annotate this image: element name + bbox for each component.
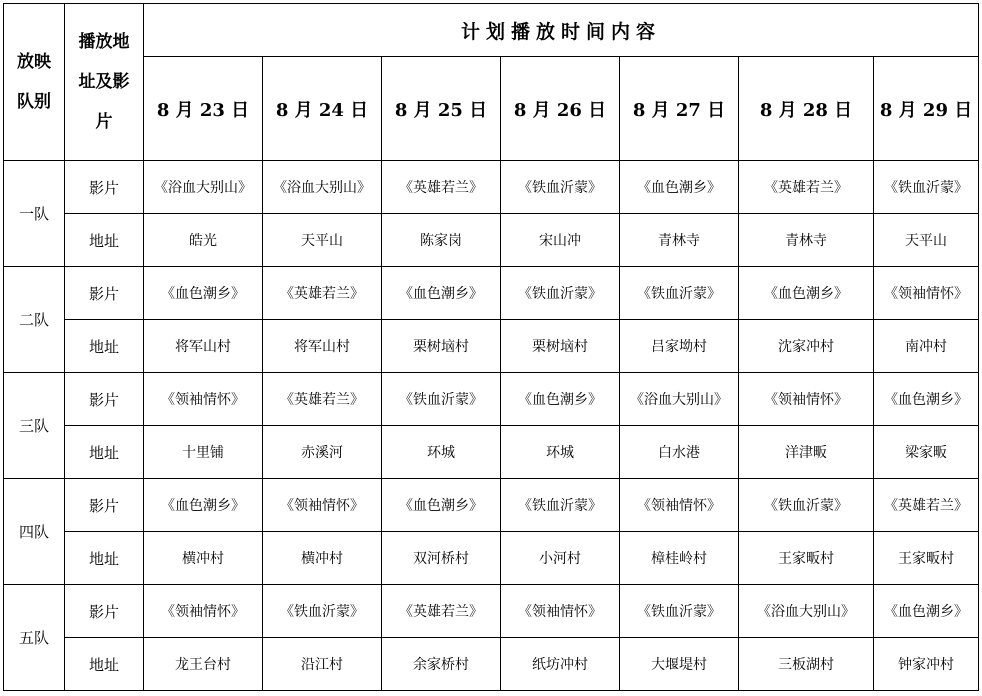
team-address-row: [4, 320, 979, 373]
film-cell: 《血色潮乡》: [620, 161, 739, 214]
address-cell: 栗树垴村: [501, 320, 620, 373]
film-cell: 《英雄若兰》: [263, 373, 382, 426]
date-header: 8 月 25 日: [382, 57, 501, 161]
film-cell: 《英雄若兰》: [739, 161, 874, 214]
film-cell: 《领袖情怀》: [874, 267, 979, 320]
address-cell: 王家畈村: [739, 532, 874, 585]
film-cell: 《英雄若兰》: [263, 267, 382, 320]
address-cell: 天平山: [874, 214, 979, 267]
address-cell: 三板湖村: [739, 638, 874, 691]
film-cell: 《铁血沂蒙》: [620, 585, 739, 638]
address-label: 地址: [65, 638, 144, 691]
address-cell: 青林寺: [620, 214, 739, 267]
team-film-row: [4, 161, 979, 214]
film-cell: 《领袖情怀》: [501, 585, 620, 638]
date-header: 8 月 23 日: [144, 57, 263, 161]
team-name: 一队: [4, 161, 65, 267]
address-cell: 余家桥村: [382, 638, 501, 691]
team-film-row: [4, 479, 979, 532]
address-cell: 皓光: [144, 214, 263, 267]
film-cell: 《铁血沂蒙》: [620, 267, 739, 320]
film-cell: 《领袖情怀》: [620, 479, 739, 532]
address-cell: 梁家畈: [874, 426, 979, 479]
address-cell: 沈家冲村: [739, 320, 874, 373]
team-film-row: [4, 373, 979, 426]
address-cell: 宋山冲: [501, 214, 620, 267]
address-cell: 沿江村: [263, 638, 382, 691]
film-cell: 《铁血沂蒙》: [501, 161, 620, 214]
date-header: 8 月 29 日: [874, 57, 979, 161]
film-cell: 《血色潮乡》: [874, 373, 979, 426]
team-address-row: [4, 532, 979, 585]
team-column-header-text: 放映队别: [17, 52, 51, 112]
address-label: 地址: [65, 214, 144, 267]
address-cell: 白水港: [620, 426, 739, 479]
film-cell: 《浴血大别山》: [263, 161, 382, 214]
film-cell: 《血色潮乡》: [144, 479, 263, 532]
film-cell: 《浴血大别山》: [144, 161, 263, 214]
film-cell: 《血色潮乡》: [501, 373, 620, 426]
team-name: 五队: [4, 585, 65, 691]
address-cell: 横冲村: [263, 532, 382, 585]
film-label: 影片: [65, 373, 144, 426]
address-cell: 天平山: [263, 214, 382, 267]
film-cell: 《铁血沂蒙》: [501, 267, 620, 320]
team-address-row: [4, 214, 979, 267]
film-cell: 《英雄若兰》: [874, 479, 979, 532]
film-label: 影片: [65, 585, 144, 638]
film-cell: 《血色潮乡》: [382, 267, 501, 320]
address-cell: 樟桂岭村: [620, 532, 739, 585]
team-address-row: [4, 638, 979, 691]
team-film-row: [4, 267, 979, 320]
address-cell: 南冲村: [874, 320, 979, 373]
team-name: 三队: [4, 373, 65, 479]
address-cell: 将军山村: [144, 320, 263, 373]
address-cell: 吕家坳村: [620, 320, 739, 373]
address-cell: 环城: [501, 426, 620, 479]
film-cell: 《铁血沂蒙》: [739, 479, 874, 532]
address-cell: 栗树垴村: [382, 320, 501, 373]
film-cell: 《血色潮乡》: [739, 267, 874, 320]
film-cell: 《英雄若兰》: [382, 585, 501, 638]
address-cell: 洋津畈: [739, 426, 874, 479]
site-column-header-text: 播放地址及影片: [78, 32, 130, 132]
address-label: 地址: [65, 532, 144, 585]
address-cell: 十里铺: [144, 426, 263, 479]
address-cell: 赤溪河: [263, 426, 382, 479]
film-cell: 《领袖情怀》: [739, 373, 874, 426]
address-cell: 小河村: [501, 532, 620, 585]
address-cell: 青林寺: [739, 214, 874, 267]
film-cell: 《血色潮乡》: [382, 479, 501, 532]
address-cell: 双河桥村: [382, 532, 501, 585]
team-name: 四队: [4, 479, 65, 585]
date-header: 8 月 27 日: [620, 57, 739, 161]
film-cell: 《浴血大别山》: [739, 585, 874, 638]
film-cell: 《铁血沂蒙》: [382, 373, 501, 426]
address-cell: 陈家岗: [382, 214, 501, 267]
address-cell: 横冲村: [144, 532, 263, 585]
film-label: 影片: [65, 161, 144, 214]
address-cell: 将军山村: [263, 320, 382, 373]
plan-title: 计划播放时间内容: [144, 4, 979, 57]
film-cell: 《浴血大别山》: [620, 373, 739, 426]
address-label: 地址: [65, 320, 144, 373]
film-label: 影片: [65, 267, 144, 320]
date-header: 8 月 26 日: [501, 57, 620, 161]
film-cell: 《铁血沂蒙》: [501, 479, 620, 532]
film-cell: 《血色潮乡》: [874, 585, 979, 638]
film-cell: 《血色潮乡》: [144, 267, 263, 320]
date-header: 8 月 24 日: [263, 57, 382, 161]
film-cell: 《铁血沂蒙》: [874, 161, 979, 214]
film-cell: 《英雄若兰》: [382, 161, 501, 214]
address-cell: 钟家冲村: [874, 638, 979, 691]
film-cell: 《领袖情怀》: [144, 373, 263, 426]
film-cell: 《铁血沂蒙》: [263, 585, 382, 638]
schedule-table: [3, 3, 979, 691]
date-header: 8 月 28 日: [739, 57, 874, 161]
address-cell: 纸坊冲村: [501, 638, 620, 691]
address-cell: 王家畈村: [874, 532, 979, 585]
film-label: 影片: [65, 479, 144, 532]
address-label: 地址: [65, 426, 144, 479]
team-film-row: [4, 585, 979, 638]
film-cell: 《领袖情怀》: [263, 479, 382, 532]
site-column-header: [65, 4, 144, 161]
team-column-header: [4, 4, 65, 161]
address-cell: 大堰堤村: [620, 638, 739, 691]
address-cell: 龙王台村: [144, 638, 263, 691]
address-cell: 环城: [382, 426, 501, 479]
team-address-row: [4, 426, 979, 479]
film-cell: 《领袖情怀》: [144, 585, 263, 638]
team-name: 二队: [4, 267, 65, 373]
